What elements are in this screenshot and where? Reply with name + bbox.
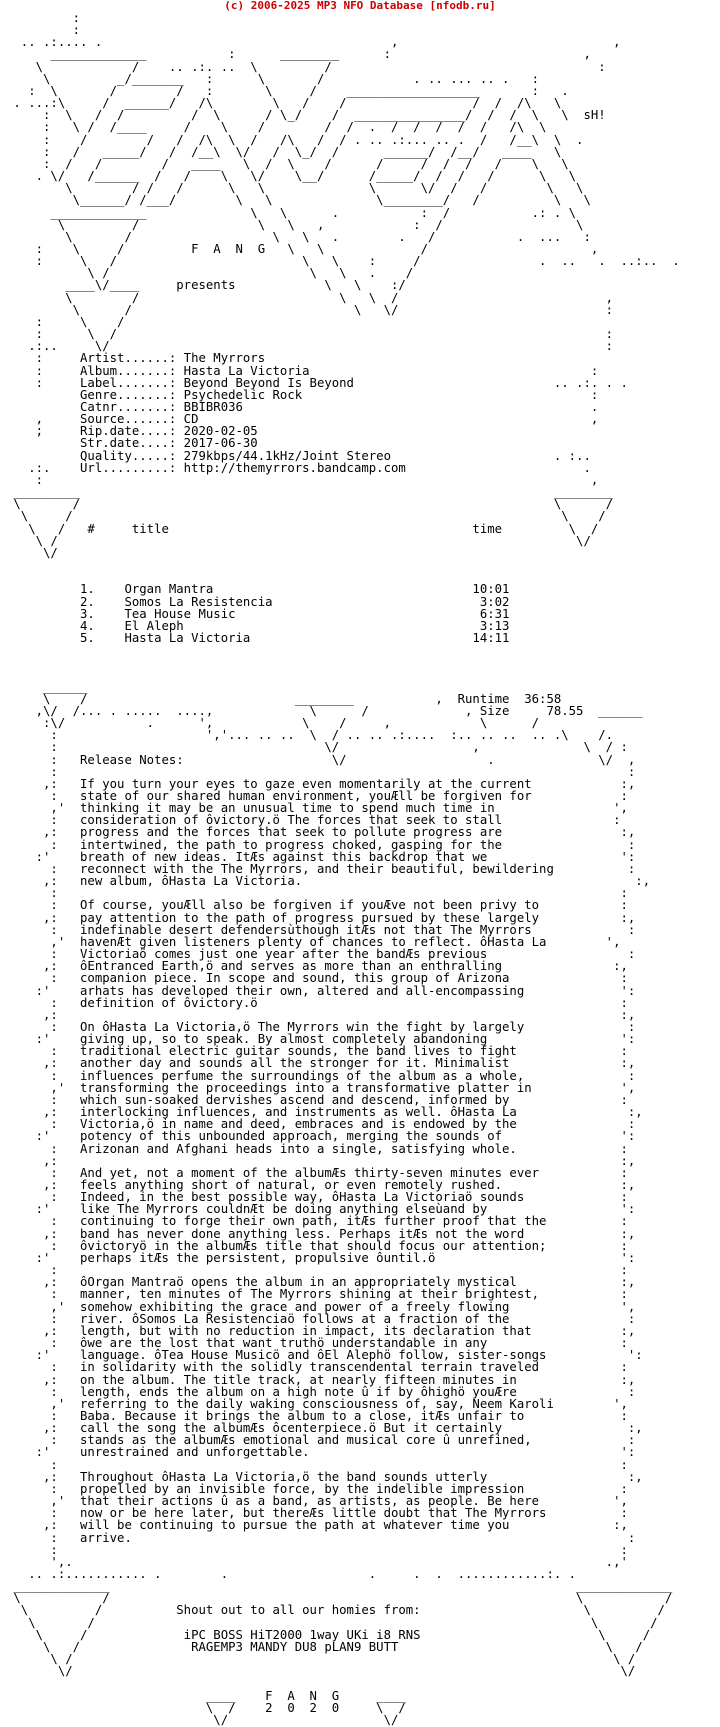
site-header: (c) 2006-2025 MP3 NFO Database [nfodb.ru]	[224, 0, 496, 12]
nfo-text: : : .. .:.... . , , _____________ : ________ : , \ / .. .:. .. \ / : \ _/_______ : \ / . .. ... .. . : : \ / / : \ / __________________ : . . ...:\ / ______/ /\ \ / / / / /\ \ : \ / / / \ / \_/ / _______________/ / / \ \ sH! : \ / /____ / \ / / / . / / / / / /\ \ : / / / /\ \ / /\ / / . .. .:... .. . / /__\ \ . : / _____/ / /__\ \/ / \_/ / ______/ /__/ ____ \ : / / / ____ \ / \ / / / / / / \ \ . \/ /______ / / \ \/ \__/ /_____/ / / / \ \ \ / / / \ \ \ \/ / / \ \ \______/ /___/ \ \ \________/ / \ \ _____________ \ \ . : / .: . \ \ / \ \ , : / \ \ / \ \ . . / . ... : : \ / F A N G \ \ / , : \ / \ \ : / . .. . ..:.. . \ / \ \ . / ____\/____ presents \ \ :/ \ / \ \ / , \ / \ \/ : : \ / : \ / : .:.. \/ : : Artist......: The Myrrors : Album.......: Hasta La Victoria : : Label.......: Beyond Beyond Is Beyond .. .:. . . Genre.......: Psychedelic Rock : Catnr.......: BBIBR036 . , Source......: CD , ; Rip.date....: 2020-02-05 Str.date....: 2017-06-30 Quality.....: 279kbps/44.1kHz/Joint Stereo . :.. .:. Url.........: http://themyrrors.bandcamp.com . : , _________ ________ \ / \ / \ / \ / \ / # title time \ / \ / \/ \/ 1. Organ Mantra 10:01 2. Somos La Resistencia 3:02 3. Tea House Music 6:31 4. El Aleph 3:13 5. Hasta La Victoria 14:11 ______ \ / ________ , Runtime 36:58 ,\/ /... . ..... ...., \ / , Size 78.55 ______ :\/ . ', \ / , \ / : ','... .. .. \ / .. .. .:.... :.. .. .. .. .\ /. : \/ , \ / : : Release Notes: \/ . \/ , : : ,: If you turn your eyes to gaze even momentarily at the current :, : state of our shared human environment, youÆll be forgiven for : ,' thinking it may be an unusual time to spend much time in ', : consideration of ôvictory.ö The forces that seek to stall : ,: progress and the forces that seek to pollute progress are :, : intertwined, the path to progress choked, gasping for the : :' breath of new ideas. ItÆs against this backdrop that we ': : reconnect with the The Myrrors, and their beautiful, bewildering : ,: new album, ôHasta La Victoria. :, : : : Of course, youÆll also be forgiven if youÆve not been privy to : ,: pay attention to the path of progress pursued by these largely :, : indefinable desert defendersùthough itÆs not that The Myrrors : ,' havenÆt given listeners plenty of chances to reflect. ôHasta La ', : Victoriaö comes just one year after the bandÆs previous : ,: ôEntranced Earth,ö and serves as more than an enthralling :, : companion piece. In scope and sound, this group of Arizona : :' arhats has developed their own, altered and all-encompassing ': : definition of ôvictory.ö : ,: :, : On ôHasta La Victoria,ö The Myrrors win the fight by largely : :' giving up, so to speak. By almost completely abandoning ': : traditional electric guitar sounds, the band lives to fight : ,: another day and sounds all the stronger for it. Minimalist :, : influences perfume the surroundings of the album as a whole, : ,' transforming the proceedings into a transformative platter in ', : which sun-soaked dervishes ascend and descend, informed by : ,: interlocking influences, and instruments as well. ôHasta La :, : Victoria,ö in name and deed, embraces and is endowed by the : :' potency of this unbounded approach, merging the sounds of ': : Arizonan and Afghani heads into a single, satisfying whole. : ,: :, : And yet, not a moment of the albumÆs thirty-seven minutes ever : ,: feels anything short of natural, or even remotely rushed. :, : Indeed, in the best possible way, ôHasta La Victoriaö sounds : :' like The Myrrors couldnÆt be doing anything elseùand by ': : continuing to forge their own path, itÆs further proof that the : ,: band has never done anything less. Perhaps itÆs not the word :, : ôvictoryö in the albumÆs title that should focus our attention; : :' perhaps itÆs the persistent, propulsive ôuntil.ö ': : : ,: ôOrgan Mantraö opens the album in an appropriately mystical :, : manner, ten minutes of The Myrrors shining at their brightest, : ,' somehow exhibiting the grace and power of a freely flowing ', : river. ôSomos La Resistenciaö follows at a fraction of the : ,: length, but with no reduction in impact, its declaration that :, : ôwe are the lost that want truthö understandable in any : :' language. ôTea House Musicö and ôEl Alephö follow, sister-songs ': : in solidarity with the solidly transcendental terrain traveled : ,: on the album. The title track, at nearly fifteen minutes in :, : length, ends the album on a high note û if by ôhighö youÆre : ,' referring to the daily waking consciousness of, say, Neem Karoli ', : Baba. Because it brings the album to a close, itÆs unfair to : ,: call the song the albumÆs ôcenterpiece.ö But it certainly :, : stands as the albumÆs emotional and musical core û unrefined, : :' unrestrained and unforgettable. ': : : ,: Throughout ôHasta La Victoria,ö the band sounds utterly :, : propelled by an invisible force, by the indelible impression : ,' that their actions û as a band, as artists, as people. Be here ', : now or be here later, but thereÆs little doubt that The Myrrors : ,: will be continuing to pursue the path at whatever time you :, : arrive. : : : ',. .,' .. .:........... . . . . . ............:. . _____________ _____________ \ / \ / \ / Shout out to all our homies from: \ / \ / \ / \ / iPC BOSS HiT2000 1way UKi i8 RNS \ / \ / RAGEMP3 MANDY DU8 pLAN9 BUTT \ / \ / \ / \/ \/ ____ F A N G ____ \ / 2 0 2 0 \ / \/ \/	[13, 11, 680, 1727]
